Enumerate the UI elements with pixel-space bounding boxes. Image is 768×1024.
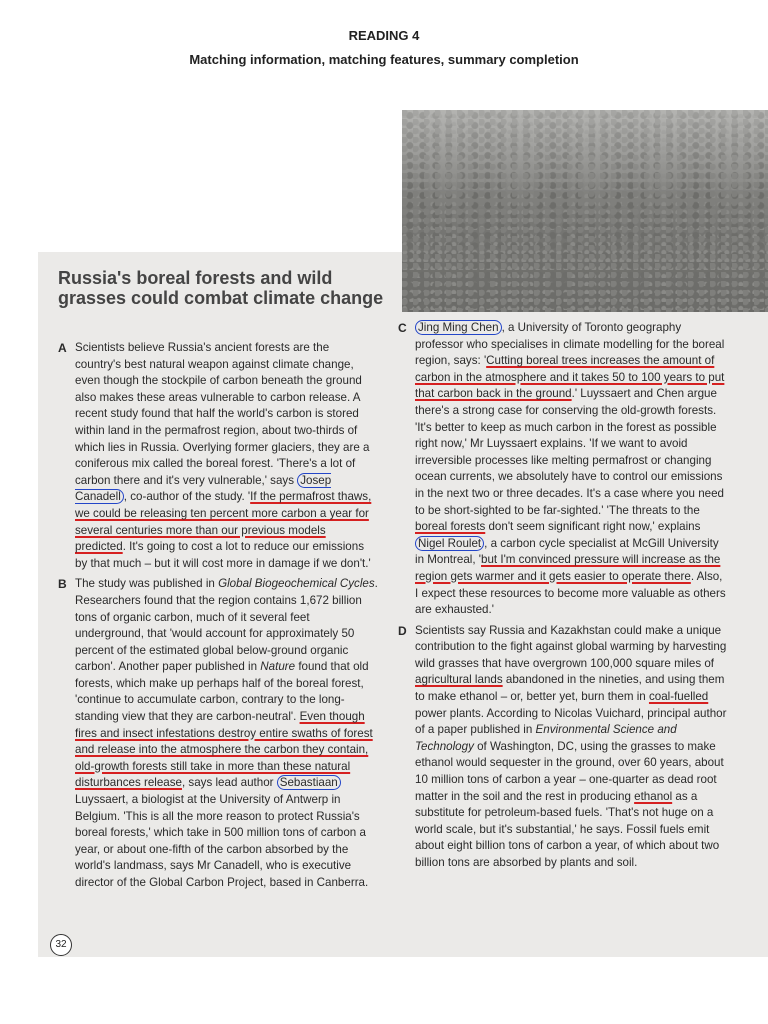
left-column: [58, 340, 378, 892]
underlined-text: ethanol: [634, 789, 673, 803]
paragraph-label: B: [58, 577, 67, 592]
page-heading: READING 4: [348, 28, 420, 43]
forest-photo: [402, 110, 768, 312]
paragraph-c: [398, 320, 728, 619]
text: , co-author of the study. ': [123, 490, 251, 504]
highlighted-name: Josep Canadell: [75, 473, 332, 504]
text: .' Luyssaert and Chen argue there's a strong case for conserving the old-growth forests. 'It's better to keep as much carbon in the forest as possible right now,' Mr Luyssaert explains. 'If we want to avoid irreversible processes like melting permafrost or changing ocean currents, we absolutely have to control our emissions in the next two or three decades. It's a case where you need to be short-sighted to be far-sighted.' 'The threats to the: [415, 387, 724, 517]
paragraph-b: [58, 576, 378, 891]
highlighted-name: Sebastiaan: [277, 775, 341, 790]
text: The study was published in: [75, 577, 219, 591]
text: Scientists say Russia and Kazakhstan could make a unique contribution to the fight against global warming by harvesting wild grasses that have overgrown 100,000 square miles of: [415, 623, 727, 670]
paragraph-d: [398, 623, 728, 872]
text: Luyssaert, a biologist at the University of Antwerp in Belgium. 'This is all the more reason to protect Russia's boreal forests,' which take in 500 million tons of carbon a year, or about one-fifth of the carbon absorbed by the world's landmass, says Mr Canadell, who is executive director of the Global Carbon Project, based in Canberra.: [75, 793, 369, 889]
paragraph-label: C: [398, 321, 407, 335]
text: Scientists believe Russia's ancient forests are the country's best natural weapon against climate change, even though the stockpile of carbon beneath the ground also makes these areas vulnerable to carbon release. A recent study found that half the world's carbon is stored within land in the permafrost region, about two-thirds of which lies in Russia. Overlying former glaciers, they are a coniferous mix called the boreal forest. 'There's a lot of carbon there and it's very vulnerable,' says: [75, 341, 370, 487]
page-subheading: Matching information, matching features, summary completion: [189, 52, 579, 67]
underlined-text: but I'm convinced pressure will increase as the region gets warmer and it gets easier to operate there: [415, 553, 721, 583]
journal-title: Global Biogeochemical Cycles: [218, 577, 375, 591]
text: , a carbon cycle specialist at McGill University in Montreal, ': [415, 536, 719, 567]
highlighted-name: Jing Ming Chen: [415, 320, 502, 335]
text: don't seem significant right now,' explains: [485, 520, 701, 534]
right-column: [398, 320, 728, 872]
text: of Washington, DC, using the grasses to make ethanol would sequester in the ground, over 60 years, about 10 million tons of carbon a year – one-quarter as dead root matter in the soil and the rest in producing: [415, 739, 724, 803]
text: , says lead author: [181, 776, 277, 790]
text: . Researchers found that the region contains 1,672 billion tons of organic carbon, much of it several feet underground, that 'would account for approximately 50 percent of the estimated global below-ground organic carbon'. Another paper published in: [75, 577, 378, 674]
page-number: 32: [50, 934, 72, 956]
underlined-text: Even though fires and insect infestations destroy entire swaths of forest and release into the atmosphere the carbon they contain, old-growth forests still take in more than these natural disturbances release: [75, 710, 373, 790]
article-title: Russia's boreal forests and wild grasses could combat climate change: [58, 268, 384, 308]
underlined-text: boreal forests: [415, 520, 486, 534]
underlined-text: coal-fuelled: [648, 690, 709, 704]
text: as a substitute for petroleum-based fuels. 'That's not huge on a world scale, but it's substantial,' he says. Fossil fuels emit about eight billion tons of carbon a year, of which about two billion tons are absorbed by plants and soil.: [415, 789, 720, 869]
underlined-text: agricultural lands: [415, 673, 503, 687]
text: abandoned in the nineties, and using them to make ethanol – or, better yet, burn them in: [415, 673, 725, 704]
text: found that old forests, which make up perhaps half of the boreal forest, 'continue to accumulate carbon, contrary to the long-standing view that they are carbon-neutral'.: [75, 660, 369, 724]
underlined-text: Cutting boreal trees increases the amount of carbon in the atmosphere and it takes 50 to 100 years to put that carbon back in the ground: [415, 354, 725, 401]
journal-title: Nature: [260, 660, 296, 674]
journal-title: Environmental Science and Technology: [415, 723, 677, 753]
highlighted-name: Nigel Roulet: [415, 536, 484, 551]
text: . Also, I expect these resources to become more valuable as others are exhausted.': [415, 569, 726, 617]
paragraph-a: [58, 340, 378, 572]
text: . It's going to cost a lot to reduce our emissions by that much – but it will cost more in damage if we don't.': [75, 540, 371, 570]
paragraph-label: D: [398, 623, 407, 638]
text: , a University of Toronto geography professor who specialises in climate modelling for the boreal region, says: ': [415, 321, 725, 368]
text: power plants. According to Nicolas Vuichard, principal author of a paper published in: [415, 706, 727, 737]
paragraph-label: A: [58, 341, 67, 355]
underlined-text: If the permafrost thaws, we could be releasing ten percent more carbon a year for several centuries more than our previous models predicted: [75, 490, 372, 554]
